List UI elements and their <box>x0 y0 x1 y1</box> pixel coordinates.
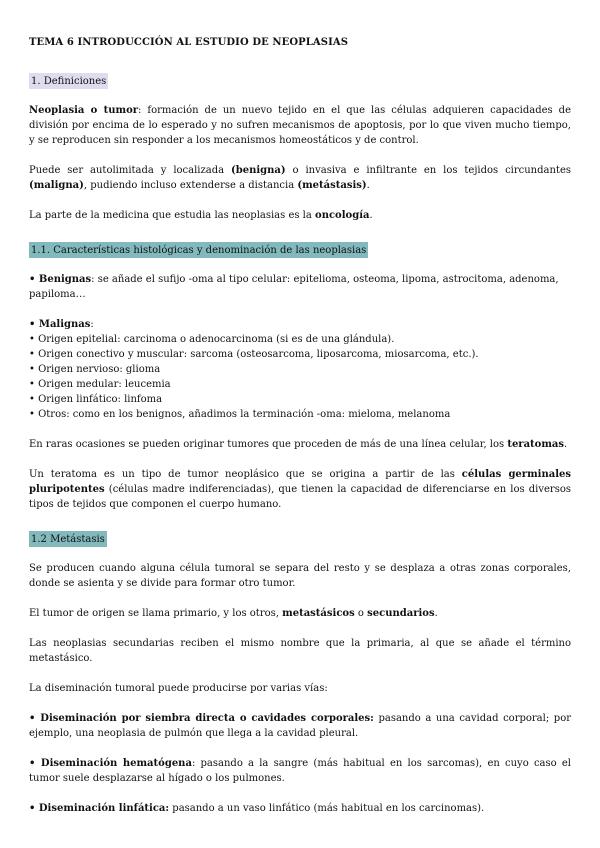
paragraph-neoplasia-definition: Neoplasia o tumor: formación de un nuevo tejido en el que las células adquieren capacidades de división por encima de lo esperado y no sufren mecanismos de apoptosis, por lo que viven mucho tiempo, y se reproducen sin responder a los mecanismos homeostáticos y de control. <box>29 105 571 146</box>
paragraph-diseminacion-hematogena: • Diseminación hematógena: pasando a la sangre (más habitual en los sarcomas), en cuyo caso el tumor suele desplazarse al hígado o los pulmones. <box>29 758 571 784</box>
paragraph-diseminacion-intro: La diseminación tumoral puede producirse por varias vías: <box>29 683 328 694</box>
paragraph-oncologia: La parte de la medicina que estudia las neoplasias es la oncología. <box>29 210 373 221</box>
paragraph-neoplasias-secundarias: Las neoplasias secundarias reciben el mismo nombre que la primaria, al que se añade el término metastásico. <box>29 638 571 664</box>
section-heading-metastasis: 1.2 Metástasis <box>29 531 107 547</box>
list-item: • Otros: como en los benignos, añadimos la terminación -oma: mieloma, melanoma <box>29 409 451 420</box>
paragraph-diseminacion-siembra: • Diseminación por siembra directa o cavidades corporales: pasando a una cavidad corporal; por ejemplo, una neoplasia de pulmón que llega a la cavidad pleural. <box>29 713 571 739</box>
list-item: • Origen epitelial: carcinoma o adenocarcinoma (si es de una glándula). <box>29 334 395 345</box>
paragraph-metastasis-definition: Se producen cuando alguna célula tumoral se separa del resto y se desplaza a otras zonas corporales, donde se asienta y se divide para formar otro tumor. <box>29 563 571 589</box>
list-header-malignas: • Malignas: <box>29 319 94 330</box>
section-metastasis <box>29 527 571 547</box>
paragraph-primario-secundario: El tumor de origen se llama primario, y los otros, metastásicos o secundarios. <box>29 608 438 619</box>
section-heading-caracteristicas: 1.1. Características histológicas y denominación de las neoplasias <box>29 242 368 258</box>
paragraph-diseminacion-linfatica: • Diseminación linfática: pasando a un vaso linfático (más habitual en los carcinomas). <box>29 803 485 814</box>
section-heading-definiciones: 1. Definiciones <box>29 73 108 89</box>
section-caracteristicas <box>29 238 571 258</box>
list-item: • Origen linfático: linfoma <box>29 394 163 405</box>
term-neoplasia: Neoplasia o tumor <box>29 105 139 116</box>
paragraph-teratoma-definition: Un teratoma es un tipo de tumor neoplásico que se origina a partir de las células germinales pluripotentes (células madre indiferenciadas), que tienen la capacidad de diferenciarse en los diversos tipos de tejidos que componen el cuerpo humano. <box>29 469 571 510</box>
list-malignas <box>29 317 571 422</box>
paragraph-teratomas: En raras ocasiones se pueden originar tumores que proceden de más de una línea celular, los teratomas. <box>29 439 568 450</box>
list-item: • Origen conectivo y muscular: sarcoma (osteosarcoma, liposarcoma, miosarcoma, etc.). <box>29 349 479 360</box>
section-definiciones <box>29 69 571 89</box>
paragraph-benigna-maligna: Puede ser autolimitada y localizada (benigna) o invasiva e infiltrante en los tejidos circundantes (maligna), pudiendo incluso extenderse a distancia (metástasis). <box>29 165 571 191</box>
list-item: • Origen nervioso: glioma <box>29 364 161 375</box>
document-title: TEMA 6 INTRODUCCIÓN AL ESTUDIO DE NEOPLASIAS <box>29 37 349 48</box>
list-item: • Origen medular: leucemia <box>29 379 171 390</box>
paragraph-benignas: • Benignas: se añade el sufijo -oma al tipo celular: epitelioma, osteoma, lipoma, astrocitoma, adenoma, papiloma… <box>29 274 559 300</box>
